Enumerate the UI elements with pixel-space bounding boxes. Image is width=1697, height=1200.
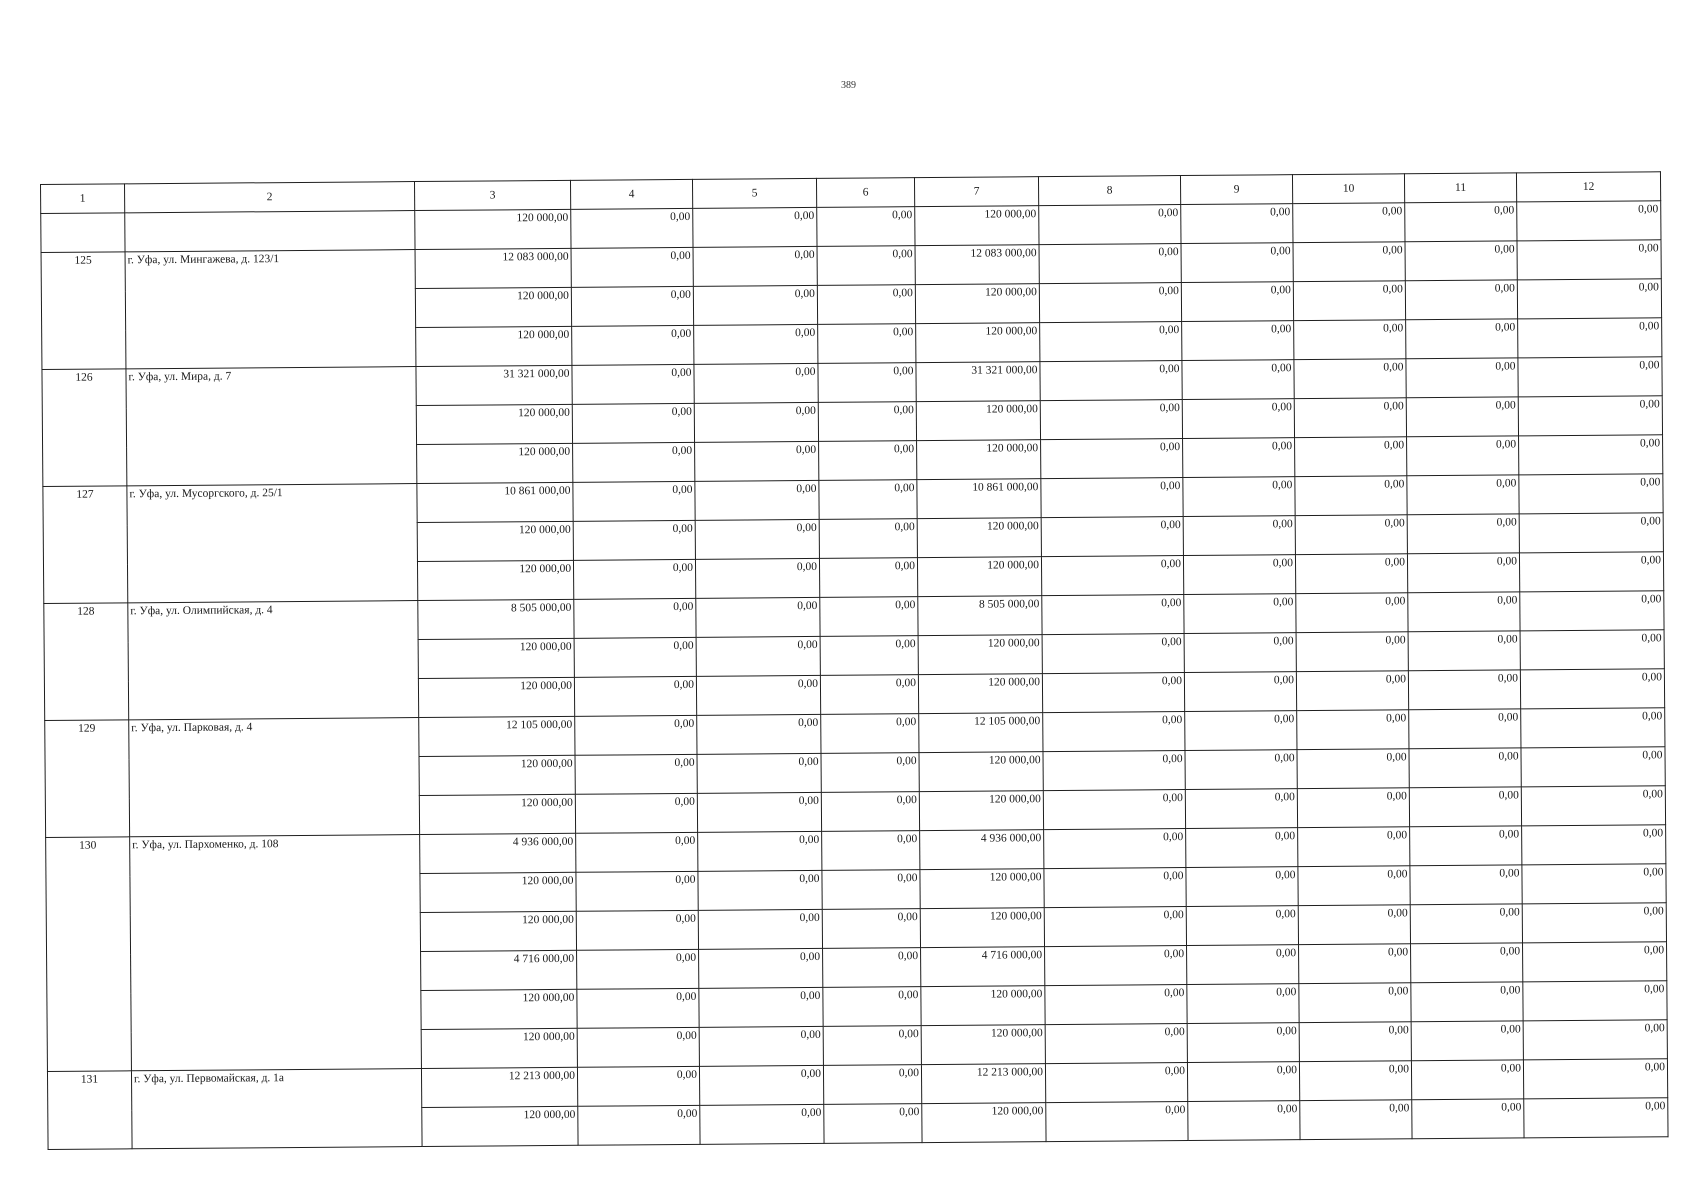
address-cell: г. Уфа, ул. Мира, д. 7 (126, 367, 417, 486)
value-cell: 0,00 (1042, 673, 1184, 713)
value-cell: 0,00 (1187, 945, 1299, 985)
value-cell: 0,00 (1182, 321, 1294, 361)
value-cell: 0,00 (820, 636, 918, 676)
value-cell: 120 000,00 (917, 518, 1041, 558)
value-cell: 0,00 (1040, 322, 1182, 362)
value-cell: 0,00 (1409, 709, 1521, 749)
value-cell: 0,00 (1521, 708, 1665, 748)
column-header: 6 (816, 178, 914, 208)
value-cell: 0,00 (1411, 943, 1523, 983)
value-cell: 0,00 (694, 402, 818, 442)
value-cell: 0,00 (1294, 359, 1406, 399)
value-cell: 0,00 (1181, 282, 1293, 322)
value-cell: 120 000,00 (919, 791, 1043, 831)
column-header: 4 (570, 179, 692, 209)
value-cell: 0,00 (696, 636, 820, 676)
value-cell: 0,00 (1041, 517, 1183, 557)
value-cell: 0,00 (1039, 283, 1181, 323)
address-cell: г. Уфа, ул. Парковая, д. 4 (129, 718, 420, 837)
value-cell: 120 000,00 (919, 752, 1043, 792)
column-header: 5 (692, 178, 816, 208)
document-sheet (40, 171, 1668, 1150)
value-cell: 0,00 (823, 987, 921, 1027)
value-cell: 0,00 (1299, 1061, 1411, 1101)
value-cell: 4 936 000,00 (920, 830, 1044, 870)
address-cell: г. Уфа, ул. Мусоргского, д. 25/1 (127, 484, 418, 603)
value-cell: 0,00 (693, 207, 817, 247)
value-cell: 120 000,00 (417, 443, 573, 483)
value-cell: 0,00 (1296, 671, 1408, 711)
value-cell: 0,00 (1299, 983, 1411, 1023)
page-number: 389 (841, 80, 856, 91)
value-cell: 0,00 (1411, 1021, 1523, 1061)
value-cell: 0,00 (575, 793, 697, 833)
value-cell: 0,00 (1521, 786, 1665, 826)
value-cell: 0,00 (1039, 244, 1181, 284)
value-cell: 0,00 (1408, 670, 1520, 710)
value-cell: 0,00 (1522, 903, 1666, 943)
value-cell: 0,00 (700, 1104, 824, 1144)
value-cell: 0,00 (822, 831, 920, 871)
value-cell: 0,00 (817, 246, 915, 286)
value-cell: 0,00 (1517, 279, 1661, 319)
value-cell: 0,00 (1295, 515, 1407, 555)
value-cell: 0,00 (817, 207, 915, 247)
value-cell: 0,00 (1299, 944, 1411, 984)
value-cell: 120 000,00 (915, 206, 1039, 246)
value-cell: 0,00 (1520, 591, 1664, 631)
value-cell: 0,00 (573, 520, 695, 560)
value-cell: 120 000,00 (917, 557, 1041, 597)
value-cell: 0,00 (694, 324, 818, 364)
value-cell: 0,00 (696, 675, 820, 715)
value-cell: 0,00 (1182, 399, 1294, 439)
value-cell: 120 000,00 (415, 209, 571, 249)
value-cell: 120 000,00 (917, 440, 1041, 480)
column-header: 12 (1516, 172, 1660, 202)
value-cell: 12 083 000,00 (415, 248, 571, 288)
value-cell: 120 000,00 (422, 1106, 578, 1146)
address-cell: г. Уфа, ул. Олимпийская, д. 4 (128, 601, 419, 720)
row-number: 131 (47, 1071, 132, 1150)
column-header: 3 (414, 180, 570, 210)
value-cell: 120 000,00 (420, 911, 576, 951)
value-cell: 0,00 (821, 753, 919, 793)
value-cell: 0,00 (1300, 1100, 1412, 1140)
value-cell: 31 321 000,00 (916, 362, 1040, 402)
value-cell: 12 213 000,00 (921, 1064, 1045, 1104)
value-cell: 0,00 (578, 1105, 700, 1145)
value-cell: 0,00 (698, 909, 822, 949)
value-cell: 0,00 (576, 832, 698, 872)
value-cell: 0,00 (695, 558, 819, 598)
value-cell: 0,00 (1045, 985, 1187, 1025)
value-cell: 0,00 (1411, 982, 1523, 1022)
value-cell: 0,00 (577, 949, 699, 989)
value-cell: 120 000,00 (417, 560, 573, 600)
value-cell: 0,00 (1409, 748, 1521, 788)
value-cell: 0,00 (1298, 866, 1410, 906)
value-cell: 0,00 (1043, 712, 1185, 752)
value-cell: 0,00 (1046, 1102, 1188, 1142)
value-cell: 0,00 (571, 247, 693, 287)
value-cell: 120 000,00 (918, 674, 1042, 714)
value-cell: 0,00 (1297, 749, 1409, 789)
value-cell: 12 105 000,00 (419, 716, 575, 756)
value-cell: 0,00 (1295, 554, 1407, 594)
value-cell: 10 861 000,00 (917, 479, 1041, 519)
value-cell: 0,00 (698, 870, 822, 910)
value-cell: 0,00 (571, 286, 693, 326)
value-cell: 120 000,00 (419, 794, 575, 834)
value-cell: 0,00 (576, 871, 698, 911)
value-cell: 0,00 (1044, 868, 1186, 908)
value-cell: 0,00 (1407, 475, 1519, 515)
value-cell: 0,00 (1407, 436, 1519, 476)
value-cell: 0,00 (1041, 478, 1183, 518)
value-cell: 0,00 (1518, 396, 1662, 436)
value-cell: 0,00 (1518, 357, 1662, 397)
value-cell: 120 000,00 (916, 401, 1040, 441)
value-cell: 0,00 (1296, 593, 1408, 633)
table-body (41, 201, 1668, 1150)
value-cell: 0,00 (576, 910, 698, 950)
value-cell: 0,00 (1519, 435, 1663, 475)
value-cell: 0,00 (1183, 555, 1295, 595)
value-cell: 0,00 (574, 598, 696, 638)
value-cell: 31 321 000,00 (416, 365, 572, 405)
value-cell: 0,00 (1519, 552, 1663, 592)
value-cell: 0,00 (1041, 556, 1183, 596)
value-cell: 0,00 (1044, 829, 1186, 869)
value-cell: 0,00 (695, 480, 819, 520)
value-cell: 0,00 (1295, 476, 1407, 516)
value-cell: 0,00 (1187, 984, 1299, 1024)
value-cell: 0,00 (1041, 439, 1183, 479)
value-cell: 0,00 (820, 675, 918, 715)
value-cell: 0,00 (1410, 865, 1522, 905)
value-cell: 120 000,00 (420, 872, 576, 912)
value-cell: 120 000,00 (920, 869, 1044, 909)
value-cell: 0,00 (572, 364, 694, 404)
value-cell: 0,00 (1412, 1099, 1524, 1139)
value-cell: 0,00 (1184, 594, 1296, 634)
value-cell: 0,00 (1185, 750, 1297, 790)
value-cell: 0,00 (1524, 1098, 1668, 1138)
column-header: 7 (914, 177, 1038, 207)
value-cell: 8 505 000,00 (918, 596, 1042, 636)
value-cell: 0,00 (1043, 751, 1185, 791)
value-cell: 120 000,00 (419, 755, 575, 795)
value-cell: 0,00 (1408, 592, 1520, 632)
value-cell: 0,00 (577, 988, 699, 1028)
value-cell: 0,00 (1298, 905, 1410, 945)
value-cell: 0,00 (1297, 788, 1409, 828)
value-cell: 0,00 (1293, 281, 1405, 321)
value-cell: 0,00 (1520, 669, 1664, 709)
value-cell: 0,00 (697, 753, 821, 793)
value-cell: 120 000,00 (418, 638, 574, 678)
value-cell: 0,00 (1045, 946, 1187, 986)
value-cell: 8 505 000,00 (418, 599, 574, 639)
column-header: 9 (1180, 175, 1292, 205)
value-cell: 0,00 (1523, 1020, 1667, 1060)
value-cell: 0,00 (1183, 438, 1295, 478)
value-cell: 0,00 (819, 519, 917, 559)
value-cell: 0,00 (1186, 828, 1298, 868)
value-cell: 0,00 (1185, 789, 1297, 829)
value-cell: 0,00 (1405, 280, 1517, 320)
value-cell: 120 000,00 (922, 1103, 1046, 1143)
value-cell: 0,00 (1411, 1060, 1523, 1100)
value-cell: 0,00 (1045, 1063, 1187, 1103)
value-cell: 0,00 (1181, 243, 1293, 283)
address-cell: г. Уфа, ул. Мингажева, д. 123/1 (125, 250, 416, 369)
value-cell: 120 000,00 (916, 323, 1040, 363)
value-cell: 0,00 (823, 1065, 921, 1105)
value-cell: 0,00 (1182, 360, 1294, 400)
value-cell: 0,00 (1187, 1062, 1299, 1102)
value-cell: 120 000,00 (415, 287, 571, 327)
value-cell: 0,00 (1045, 1024, 1187, 1064)
value-cell: 0,00 (575, 754, 697, 794)
value-cell: 0,00 (821, 792, 919, 832)
value-cell: 12 083 000,00 (915, 245, 1039, 285)
column-header: 8 (1038, 176, 1180, 206)
value-cell: 0,00 (1293, 203, 1405, 243)
value-cell: 0,00 (821, 714, 919, 754)
value-cell: 0,00 (817, 285, 915, 325)
value-cell: 0,00 (1297, 710, 1409, 750)
value-cell: 0,00 (1294, 320, 1406, 360)
value-cell: 0,00 (1522, 825, 1666, 865)
value-cell: 0,00 (1042, 634, 1184, 674)
value-cell: 0,00 (1183, 477, 1295, 517)
value-cell: 0,00 (1523, 981, 1667, 1021)
value-cell: 0,00 (572, 403, 694, 443)
value-cell: 0,00 (819, 558, 917, 598)
row-number: 126 (42, 369, 127, 487)
value-cell: 12 213 000,00 (421, 1067, 577, 1107)
value-cell: 0,00 (1405, 241, 1517, 281)
value-cell: 0,00 (1405, 202, 1517, 242)
value-cell: 4 716 000,00 (421, 950, 577, 990)
value-cell: 0,00 (1406, 397, 1518, 437)
value-cell: 0,00 (1296, 632, 1408, 672)
value-cell: 0,00 (1523, 1059, 1667, 1099)
value-cell: 0,00 (1040, 361, 1182, 401)
value-cell: 0,00 (695, 519, 819, 559)
value-cell: 120 000,00 (416, 404, 572, 444)
value-cell: 0,00 (577, 1027, 699, 1067)
value-cell: 0,00 (819, 441, 917, 481)
value-cell: 0,00 (822, 909, 920, 949)
value-cell: 0,00 (693, 285, 817, 325)
value-cell: 0,00 (1042, 595, 1184, 635)
column-header: 2 (125, 182, 415, 213)
value-cell: 0,00 (1521, 747, 1665, 787)
value-cell: 0,00 (575, 715, 697, 755)
value-cell: 0,00 (1517, 240, 1661, 280)
value-cell: 0,00 (823, 1026, 921, 1066)
value-cell: 0,00 (1043, 790, 1185, 830)
value-cell: 0,00 (572, 325, 694, 365)
value-cell: 0,00 (1040, 400, 1182, 440)
value-cell: 0,00 (1410, 826, 1522, 866)
value-cell: 120 000,00 (421, 1028, 577, 1068)
value-cell: 0,00 (1523, 942, 1667, 982)
value-cell: 0,00 (1293, 242, 1405, 282)
value-cell: 0,00 (1039, 205, 1181, 245)
value-cell: 0,00 (1409, 787, 1521, 827)
value-cell: 0,00 (1407, 553, 1519, 593)
value-cell: 120 000,00 (915, 284, 1039, 324)
value-cell: 0,00 (573, 481, 695, 521)
row-number: 130 (46, 837, 132, 1072)
value-cell: 0,00 (818, 324, 916, 364)
value-cell: 4 716 000,00 (921, 947, 1045, 987)
row-number: 128 (44, 603, 129, 721)
value-cell: 120 000,00 (921, 1025, 1045, 1065)
value-cell: 0,00 (1183, 516, 1295, 556)
value-cell: 0,00 (1184, 672, 1296, 712)
value-cell: 0,00 (1408, 631, 1520, 671)
value-cell: 0,00 (1185, 711, 1297, 751)
value-cell: 0,00 (574, 637, 696, 677)
value-cell: 0,00 (1295, 437, 1407, 477)
value-cell: 0,00 (699, 948, 823, 988)
value-cell: 0,00 (822, 870, 920, 910)
value-cell: 0,00 (1410, 904, 1522, 944)
value-cell: 120 000,00 (421, 989, 577, 1029)
row-number: 127 (43, 486, 128, 604)
value-cell: 0,00 (1406, 358, 1518, 398)
value-cell: 0,00 (1522, 864, 1666, 904)
value-cell: 0,00 (1298, 827, 1410, 867)
value-cell: 12 105 000,00 (919, 713, 1043, 753)
value-cell: 0,00 (695, 441, 819, 481)
value-cell: 10 861 000,00 (417, 482, 573, 522)
column-header: 10 (1292, 174, 1404, 204)
value-cell: 0,00 (1406, 319, 1518, 359)
value-cell: 0,00 (1519, 474, 1663, 514)
value-cell: 0,00 (696, 597, 820, 637)
value-cell: 0,00 (571, 208, 693, 248)
value-cell: 0,00 (699, 1026, 823, 1066)
value-cell: 0,00 (1188, 1101, 1300, 1141)
value-cell: 0,00 (1181, 204, 1293, 244)
value-cell: 0,00 (1044, 907, 1186, 947)
data-table (40, 171, 1669, 1150)
row-number (41, 213, 125, 253)
value-cell: 0,00 (1186, 906, 1298, 946)
value-cell: 0,00 (1517, 201, 1661, 241)
value-cell: 120 000,00 (418, 677, 574, 717)
value-cell: 0,00 (823, 948, 921, 988)
value-cell: 0,00 (574, 676, 696, 716)
value-cell: 120 000,00 (921, 986, 1045, 1026)
value-cell: 0,00 (697, 792, 821, 832)
value-cell: 0,00 (698, 831, 822, 871)
address-cell (125, 211, 415, 252)
address-cell: г. Уфа, ул. Пархоменко, д. 108 (130, 835, 422, 1071)
column-header: 11 (1404, 173, 1516, 203)
value-cell: 0,00 (1407, 514, 1519, 554)
row-number: 129 (45, 720, 130, 838)
value-cell: 120 000,00 (417, 521, 573, 561)
value-cell: 0,00 (694, 363, 818, 403)
value-cell: 0,00 (1519, 513, 1663, 553)
value-cell: 120 000,00 (918, 635, 1042, 675)
value-cell: 0,00 (697, 714, 821, 754)
value-cell: 0,00 (818, 363, 916, 403)
value-cell: 0,00 (820, 597, 918, 637)
address-cell: г. Уфа, ул. Первомайская, д. 1а (131, 1069, 422, 1149)
value-cell: 0,00 (818, 402, 916, 442)
value-cell: 0,00 (1520, 630, 1664, 670)
value-cell: 0,00 (573, 442, 695, 482)
value-cell: 0,00 (573, 559, 695, 599)
column-header: 1 (41, 184, 125, 214)
value-cell: 120 000,00 (920, 908, 1044, 948)
value-cell: 0,00 (1184, 633, 1296, 673)
value-cell: 0,00 (1299, 1022, 1411, 1062)
value-cell: 0,00 (1518, 318, 1662, 358)
value-cell: 0,00 (693, 246, 817, 286)
value-cell: 4 936 000,00 (420, 833, 576, 873)
value-cell: 0,00 (824, 1104, 922, 1144)
value-cell: 0,00 (699, 1065, 823, 1105)
value-cell: 0,00 (1187, 1023, 1299, 1063)
value-cell: 0,00 (1294, 398, 1406, 438)
value-cell: 0,00 (699, 987, 823, 1027)
value-cell: 0,00 (819, 480, 917, 520)
value-cell: 0,00 (1186, 867, 1298, 907)
value-cell: 0,00 (577, 1066, 699, 1106)
row-number: 125 (41, 252, 126, 370)
value-cell: 120 000,00 (416, 326, 572, 366)
